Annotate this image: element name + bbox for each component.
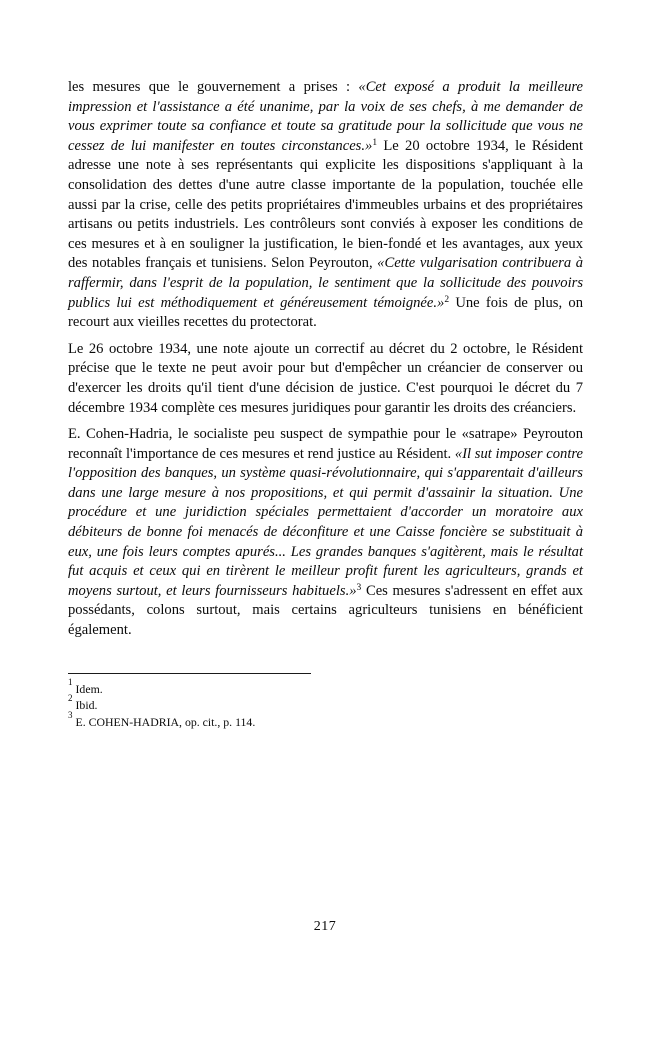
footnote-separator-line bbox=[68, 673, 311, 674]
footnote-reference: 2 bbox=[444, 294, 450, 305]
footnote-text: Ibid. bbox=[75, 698, 98, 713]
footnote-1 bbox=[68, 676, 583, 698]
text-run: Le 20 octobre 1934, le Résident adresse une note à ses représentants qui explicite les dispositions s'appliquant à la consolidation des dettes d'une autre classe importante de la population, touchée elle aussi par la crise, celle des petits propriétaires d'immeubles urbains et des propriétaires artisans ou petits industriels. Les contrôleurs sont conviés à exposer les conditions de ces mesures et à en souligner la justification, le bien-fondé et les avantages, aux yeux des notables français et tunisiens. Selon Peyrouton, bbox=[68, 137, 584, 272]
footnote-marker: 2 bbox=[68, 693, 73, 704]
footnote-text: Idem. bbox=[75, 681, 103, 696]
page-body bbox=[68, 78, 583, 641]
text-run: les mesures que le gouvernement a prises : bbox=[68, 79, 359, 95]
footnote-marker: 1 bbox=[68, 676, 73, 687]
text-run: Une fois de plus, on recourt aux vieilles recettes du protectorat. bbox=[68, 294, 583, 331]
text-run: E. Cohen-Hadria, le socialiste peu suspect de sympathie pour le «satrape» Peyrouton reconnaît l'importance de ces mesures et rend justice au Résident. bbox=[68, 426, 583, 462]
footnote-2 bbox=[68, 693, 583, 714]
paragraph-2 bbox=[68, 340, 583, 418]
footnote-reference: 1 bbox=[372, 137, 378, 148]
quoted-text-run: «Cet exposé a produit la meilleure impression et l'assistance a été unanime, par la voix de ses chefs, à me demander de vous exprimer toute sa confiance et toute sa gratitude pour la sollicitude que vous ne cessez de lui manifester en toutes circonstances.» bbox=[68, 79, 583, 154]
footnote-reference: 3 bbox=[356, 582, 362, 593]
text-run: Ces mesures s'adressent en effet aux possédants, colons surtout, mais certains agriculteurs tunisiens en bénéficient également. bbox=[68, 582, 583, 639]
quoted-text-run: «Il sut imposer contre l'opposition des banques, un système quasi-révolutionnaire, qui s'apparentait d'ailleurs dans une large mesure à nos propositions, et qui permit d'assainir la situation. Une procédure et une juridiction spéciales permettaient d'accorder un moratoire aux débiteurs de bonne foi menacés de déconfiture et une Caisse foncière se substituait à eux, une fois leurs comptes apurés... Les grandes banques s'agitèrent, mais le résultat fut acquis et ceux qui en tirèrent le meilleur profit furent les agriculteurs, grands et moyens surtout, et leurs fournisseurs habituels.» bbox=[68, 445, 583, 599]
quoted-text-run: «Cette vulgarisation contribuera à raffermir, dans l'esprit de la population, le sentiment que la sollicitude des pouvoirs publics lui est méthodiquement et généreusement témoignée.» bbox=[68, 255, 583, 311]
page-number: 217 bbox=[313, 919, 337, 934]
footnotes-section bbox=[68, 673, 583, 731]
text-run: Le 26 octobre 1934, une note ajoute un correctif au décret du 2 octobre, le Résident précise que le texte ne peut avoir pour but d'empêcher un créancier de conserver ou d'exercer les droits qu'il tient d'une décision de justice. C'est pourquoi le décret du 7 décembre 1934 complète ces mesures juridiques pour garantir les droits des créanciers. bbox=[68, 340, 583, 416]
footnote-3 bbox=[68, 709, 583, 731]
paragraph-1 bbox=[68, 78, 583, 333]
paragraph-3 bbox=[68, 425, 583, 641]
footnote-marker: 3 bbox=[68, 709, 73, 720]
footnote-text: E. COHEN-HADRIA, op. cit., p. 114. bbox=[75, 714, 256, 729]
